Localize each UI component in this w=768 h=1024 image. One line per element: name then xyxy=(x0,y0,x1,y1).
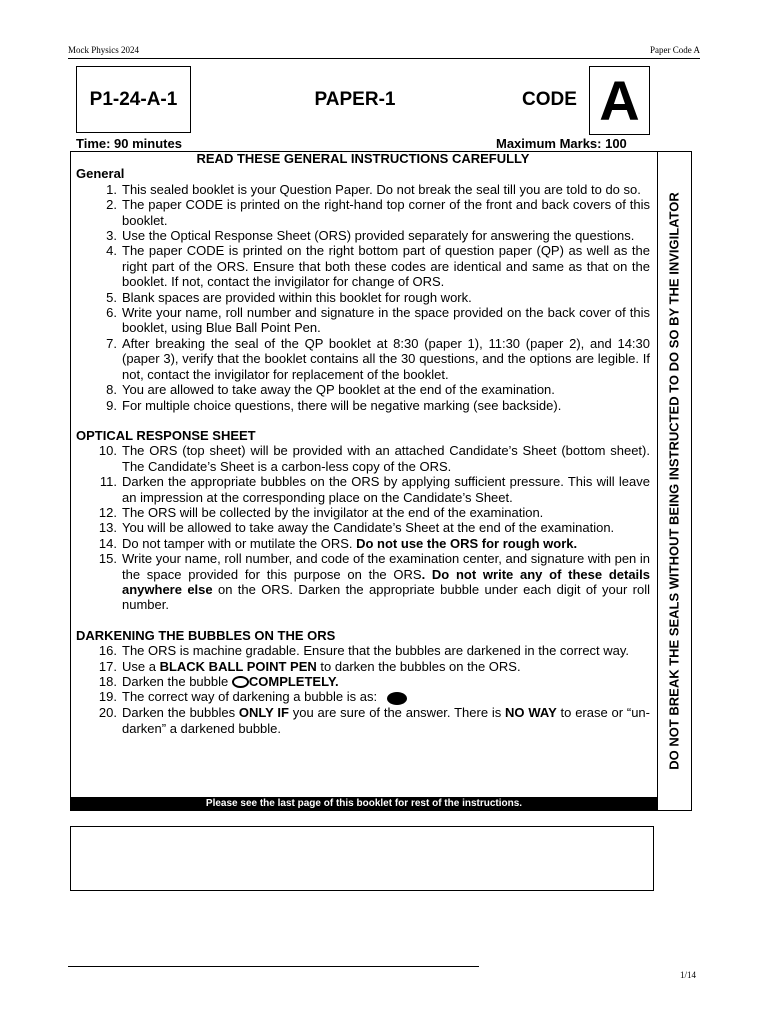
list-item xyxy=(76,536,650,551)
instructions-heading: READ THESE GENERAL INSTRUCTIONS CAREFULLY xyxy=(196,151,530,166)
item-text xyxy=(122,536,650,551)
code-letter-box xyxy=(589,66,650,135)
item-number: 2. xyxy=(106,197,117,213)
item-number: 4. xyxy=(106,243,117,259)
item-text xyxy=(122,705,650,736)
item-number: 17. xyxy=(98,658,117,674)
item-text-bold: NO WAY xyxy=(505,705,557,721)
item-text-part: The correct way of darkening a bubble is as: xyxy=(122,689,378,705)
list-item xyxy=(76,520,650,535)
list-item xyxy=(76,705,650,736)
ors-list xyxy=(76,443,650,612)
item-text: Darken the appropriate bubbles on the ORS by applying sufficient pressure. This will leave an impression at the corresponding place on the Candidate’s Sheet. xyxy=(122,474,650,505)
item-text-part: on the ORS. Darken the appropriate bubble under each digit of your roll number. xyxy=(122,581,650,613)
hollow-bubble-icon xyxy=(232,676,249,688)
item-number: 14. xyxy=(98,535,117,551)
item-number: 11. xyxy=(99,474,117,490)
item-text: The ORS is machine gradable. Ensure that the bubbles are darkened in the correct way. xyxy=(122,643,630,659)
list-item xyxy=(76,290,650,305)
item-number: 16. xyxy=(98,643,117,659)
list-item xyxy=(76,659,650,674)
item-text-part: you are sure of the answer. There is xyxy=(288,705,506,721)
seal-warning-text: DO NOT BREAK THE SEALS WITHOUT BEING INSTRUCTED TO DO SO BY THE INVIGILATOR xyxy=(666,192,682,770)
item-text: You are allowed to take away the QP booklet at the end of the examination. xyxy=(122,382,555,398)
list-item xyxy=(76,689,650,705)
item-text xyxy=(122,551,650,613)
item-text-part: Darken the bubbles xyxy=(122,705,239,721)
item-text: The paper CODE is printed on the right-hand top corner of the front and back covers of this booklet. xyxy=(122,197,650,228)
item-text xyxy=(122,689,650,705)
code-letter: A xyxy=(599,68,640,132)
list-item xyxy=(76,643,650,658)
item-number: 5. xyxy=(106,289,117,305)
item-text: Use the Optical Response Sheet (ORS) provided separately for answering the questions. xyxy=(122,228,635,244)
list-item xyxy=(76,474,650,505)
item-text xyxy=(122,659,650,674)
running-header xyxy=(68,44,700,59)
item-text: This sealed booklet is your Question Paper. Do not break the seal till you are told to do so. xyxy=(122,181,641,197)
item-text: After breaking the seal of the QP booklet at 8:30 (paper 1), 11:30 (paper 2), and 14:30 (paper 3), verify that the booklet contains all the 30 questions, and the options are legible. If not, contact the invigilator for replacement of the booklet. xyxy=(122,335,650,382)
item-number: 6. xyxy=(106,305,117,321)
item-text-bold: ONLY IF xyxy=(238,705,289,721)
item-number: 1. xyxy=(106,181,117,197)
bottom-divider xyxy=(68,966,479,967)
paper-title: PAPER-1 xyxy=(314,89,396,110)
section-title-ors: OPTICAL RESPONSE SHEET xyxy=(76,427,256,443)
item-text: You will be allowed to take away the Candidate’s Sheet at the end of the examination. xyxy=(122,520,615,536)
item-number: 18. xyxy=(98,674,117,689)
item-number: 20. xyxy=(98,705,117,721)
list-item xyxy=(76,305,650,336)
blank-box xyxy=(70,826,654,891)
item-number: 12. xyxy=(98,504,117,520)
code-label: CODE xyxy=(522,89,577,110)
item-text-part: Do not tamper with or mutilate the ORS. xyxy=(122,535,357,551)
instructions-content xyxy=(76,151,650,736)
paper-id: P1-24-A-1 xyxy=(89,88,178,110)
item-text: The ORS will be collected by the invigilator at the end of the examination. xyxy=(122,504,544,520)
list-item xyxy=(76,551,650,613)
item-text-part: Write your name, roll number, and code of the examination center, and signature with pen in the space provided for this purpose on the ORS xyxy=(122,551,651,582)
general-list xyxy=(76,182,650,413)
item-number: 13. xyxy=(98,520,117,536)
instructions-footer-bar: Please see the last page of this booklet for rest of the instructions. xyxy=(70,797,658,810)
item-number: 3. xyxy=(106,228,117,244)
item-text-part: to darken the bubbles on the ORS. xyxy=(316,658,521,674)
item-text-part: Darken the bubble xyxy=(122,674,232,689)
item-text-bold: BLACK BALL POINT PEN xyxy=(159,658,317,674)
item-number: 7. xyxy=(106,335,117,351)
item-number: 8. xyxy=(106,382,117,398)
list-item xyxy=(76,243,650,289)
item-text-bold: COMPLETELY. xyxy=(248,674,339,689)
list-item xyxy=(76,398,650,413)
list-item xyxy=(76,336,650,382)
section-title-bubbles: DARKENING THE BUBBLES ON THE ORS xyxy=(76,627,336,643)
filled-bubble-icon xyxy=(387,692,407,705)
item-number: 9. xyxy=(106,397,117,413)
max-marks-label: Maximum Marks: 100 xyxy=(496,136,627,151)
list-item xyxy=(76,443,650,474)
item-text: The ORS (top sheet) will be provided with an attached Candidate’s Sheet (bottom sheet). The Candidate’s Sheet is a carbon-less copy of the ORS. xyxy=(122,443,650,474)
item-number: 15. xyxy=(98,551,117,567)
list-item xyxy=(76,182,650,197)
list-item xyxy=(76,674,650,689)
list-item xyxy=(76,228,650,243)
item-text-bold: . Do not write any of these details anywhere else xyxy=(122,566,651,597)
item-text-part: to erase or “un-darken” a darkened bubble. xyxy=(122,705,650,736)
section-title-general: General xyxy=(76,166,125,182)
list-item xyxy=(76,382,650,397)
page-number: 1/14 xyxy=(680,970,697,980)
item-text-part: Use a xyxy=(122,658,160,674)
item-text: Blank spaces are provided within this booklet for rough work. xyxy=(122,289,472,305)
list-item xyxy=(76,197,650,228)
header-left: Mock Physics 2024 xyxy=(68,45,140,55)
item-text: The paper CODE is printed on the right bottom part of question paper (QP) as well as the right part of the ORS. Ensure that both these codes are identical and same as that on the booklet. If not, contact the invigilator for change of ORS. xyxy=(122,243,650,290)
item-text: For multiple choice questions, there will be negative marking (see backside). xyxy=(122,397,562,413)
list-item xyxy=(76,505,650,520)
item-number: 10. xyxy=(98,443,117,459)
item-text xyxy=(122,674,650,689)
item-text: Write your name, roll number and signature in the space provided on the back cover of this booklet, using Blue Ball Point Pen. xyxy=(122,305,650,336)
time-label: Time: 90 minutes xyxy=(76,136,182,151)
item-number: 19. xyxy=(98,689,117,705)
paper-id-box xyxy=(76,66,191,133)
bubbles-list xyxy=(76,643,650,736)
header-right: Paper Code A xyxy=(650,45,700,55)
item-text-bold: Do not use the ORS for rough work. xyxy=(356,535,578,551)
